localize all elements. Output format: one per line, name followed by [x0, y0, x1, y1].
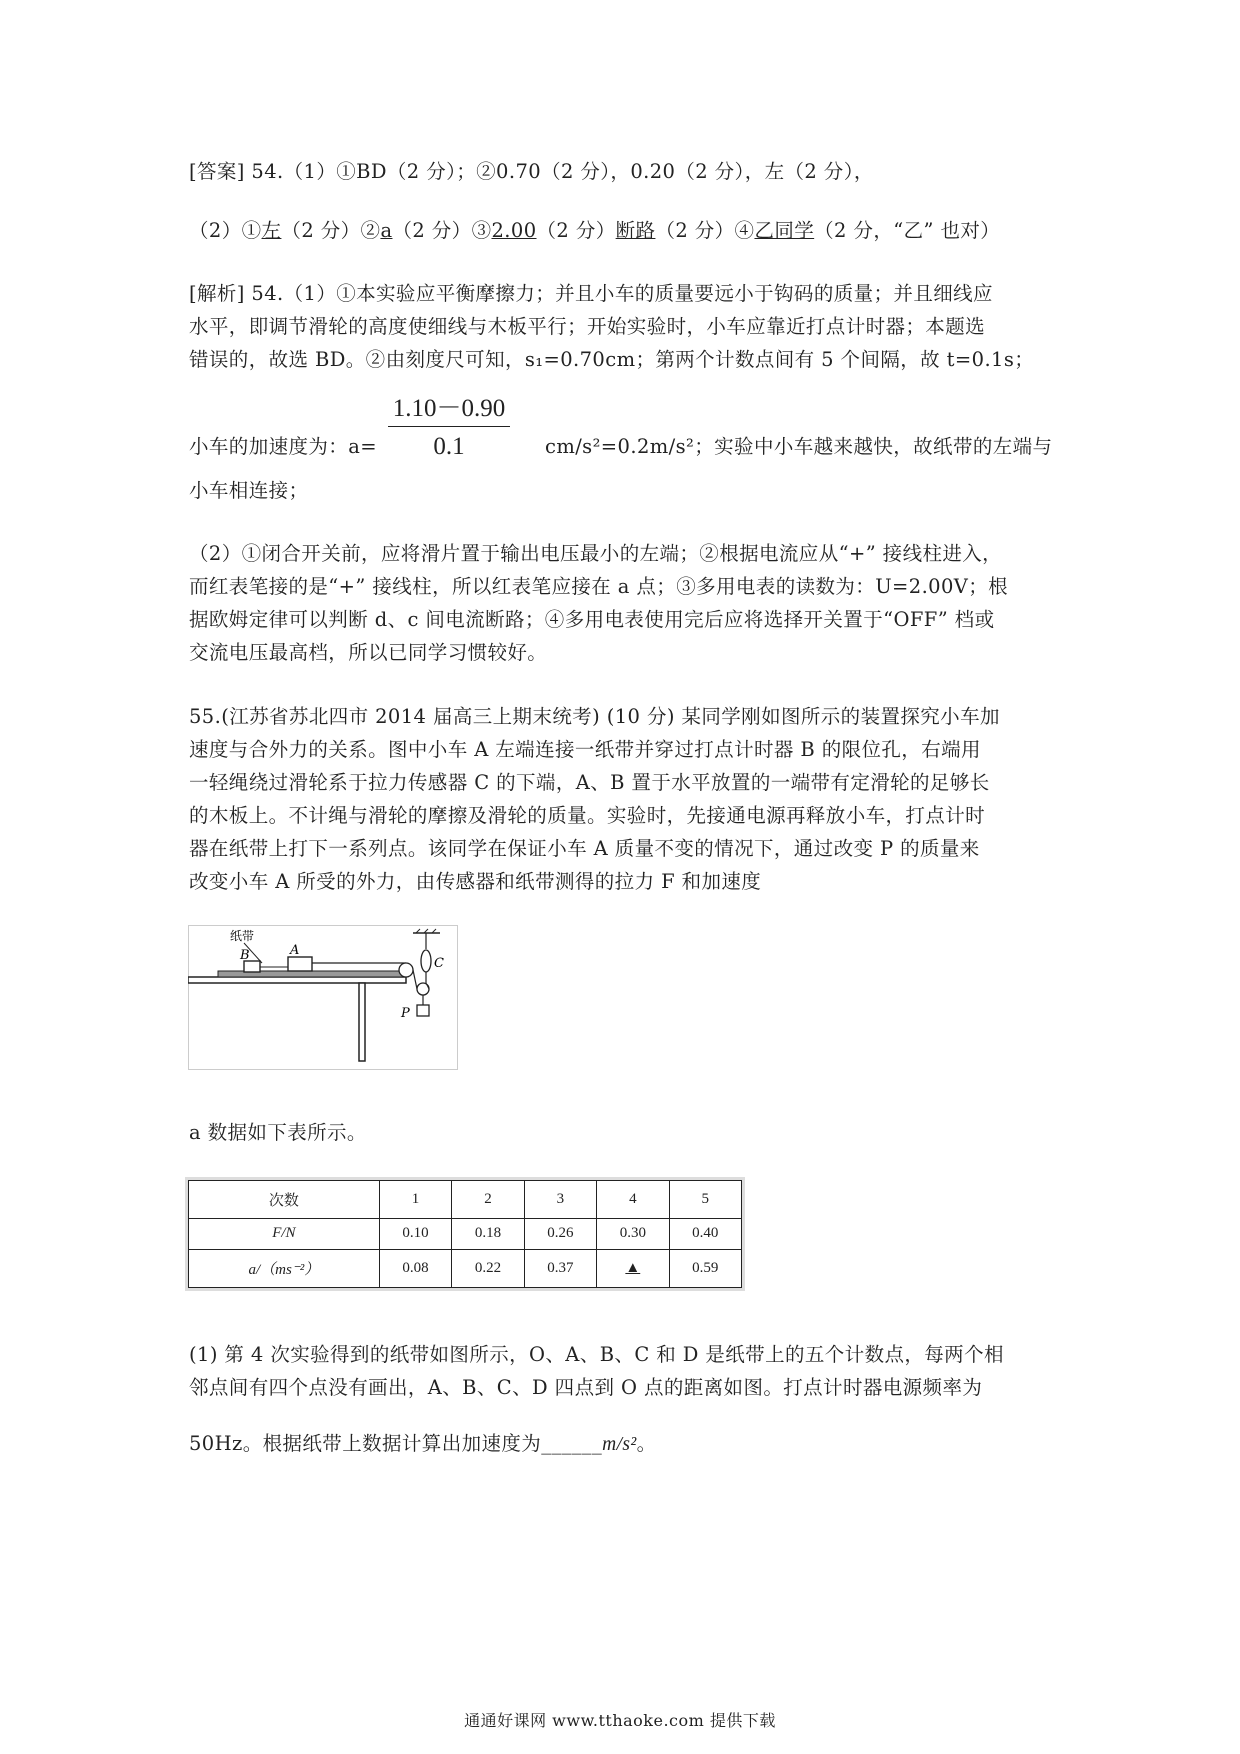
- table-row: [189, 1250, 742, 1288]
- table-cell: 0.40: [669, 1218, 741, 1249]
- question-line: 改变小车 A 所受的外力，由传感器和纸带测得的拉力 F 和加速度: [189, 870, 762, 893]
- answer-underlined: 乙同学: [754, 219, 815, 242]
- subquestion-last-line: [189, 1428, 657, 1456]
- answer-part: （2 分，“乙” 也对）: [814, 219, 1001, 242]
- table-header-row: [189, 1181, 742, 1219]
- analysis-line: 错误的，故选 BD。②由刻度尺可知，s₁=0.70cm；第两个计数点间有 5 个间隔，故 t=0.1s；: [189, 348, 1035, 371]
- data-table: [188, 1180, 742, 1288]
- figure-label-A: A: [290, 943, 300, 958]
- answer-blank: ______: [541, 1432, 603, 1455]
- question-line: 速度与合外力的关系。图中小车 A 左端连接一纸带并穿过打点计时器 B 的限位孔，右端用: [189, 738, 981, 761]
- table-intro: a 数据如下表所示。: [189, 1121, 367, 1144]
- subquestion-line: 邻点间有四个点没有画出，A、B、C、D 四点到 O 点的距离如图。打点计时器电源频率为: [189, 1376, 983, 1399]
- acceleration-line-2: 小车相连接；: [189, 479, 309, 502]
- table-cell: 0.22: [452, 1250, 524, 1288]
- analysis-part2-line: 而红表笔接的是“+” 接线柱，所以红表笔应接在 a 点；③多用电表的读数为：U=2.00V；根: [189, 575, 1009, 598]
- table-cell: 5: [669, 1181, 741, 1219]
- question-line: 一轻绳绕过滑轮系于拉力传感器 C 的下端，A、B 置于水平放置的一端带有定滑轮的足够长: [189, 771, 990, 794]
- figure-label-P: P: [401, 1006, 410, 1021]
- subquestion-end: 。: [636, 1432, 657, 1455]
- figure-label-C: C: [434, 956, 444, 971]
- answer-part: （2 分）④: [655, 219, 755, 242]
- analysis-part2-line: 据欧姆定律可以判断 d、c 间电流断路；④多用电表使用完后应将选择开关置于“OFF” 档或: [189, 608, 995, 631]
- analysis-part2-line: （2）①闭合开关前，应将滑片置于输出电压最小的左端；②根据电流应从“+” 接线柱进入，: [189, 542, 1003, 565]
- table-cell: 0.59: [669, 1250, 741, 1288]
- answer-part: （2）①: [189, 219, 262, 242]
- figure-label-B: B: [240, 948, 250, 963]
- table-cell: F/N: [189, 1218, 380, 1249]
- question-line: 的木板上。不计绳与滑轮的摩擦及滑轮的质量。实验时，先接通电源再释放小车，打点计时: [189, 804, 986, 827]
- answer-line-1: [答案] 54.（1）①BD（2 分）；②0.70（2 分），0.20（2 分），左（2 分），: [189, 160, 874, 183]
- answer-part: （2 分）③: [392, 219, 492, 242]
- analysis-line: 水平，即调节滑轮的高度使细线与木板平行；开始实验时，小车应靠近打点计时器；本题选: [189, 315, 986, 338]
- unit-label: m/s²: [602, 1434, 637, 1455]
- answer-line-2: [189, 215, 1000, 243]
- table-cell: 次数: [189, 1181, 380, 1219]
- table-cell: ▲: [597, 1250, 669, 1288]
- table-cell: a/（ms⁻²）: [189, 1250, 380, 1288]
- acceleration-fraction: [388, 388, 510, 461]
- table-row: [189, 1218, 742, 1249]
- table-cell: 0.30: [597, 1218, 669, 1249]
- analysis-line: [解析] 54.（1）①本实验应平衡摩擦力；并且小车的质量要远小于钩码的质量；并且细线应: [189, 282, 993, 305]
- answer-underlined: 左: [261, 219, 282, 242]
- question-line: 55.(江苏省苏北四市 2014 届高三上期末统考) (10 分) 某同学刚如图所示的装置探究小车加: [189, 705, 1000, 728]
- table-cell: 0.26: [524, 1218, 596, 1249]
- answer-underlined: 断路: [615, 219, 656, 242]
- subquestion-prefix: 50Hz。根据纸带上数据计算出加速度为: [189, 1432, 542, 1455]
- acceleration-line-prefix: 小车的加速度为：a=: [189, 435, 377, 458]
- answer-part: （2 分）②: [281, 219, 381, 242]
- table-cell: 0.18: [452, 1218, 524, 1249]
- figure-label-tape: 纸带: [230, 929, 255, 943]
- acceleration-line-suffix: cm/s²=0.2m/s²；实验中小车越来越快，故纸带的左端与: [545, 435, 1053, 458]
- answer-underlined: a: [380, 219, 393, 242]
- table-cell: 0.37: [524, 1250, 596, 1288]
- table-cell: 3: [524, 1181, 596, 1219]
- page-footer: 通通好课网 www.tthaoke.com 提供下载: [464, 1711, 776, 1730]
- table-cell: 0.08: [379, 1250, 451, 1288]
- fraction-denominator: 0.1: [433, 433, 465, 460]
- analysis-part2-line: 交流电压最高档，所以已同学习惯较好。: [189, 641, 548, 664]
- apparatus-figure: [188, 925, 458, 1070]
- answer-part: （2 分）: [536, 219, 616, 242]
- table-cell: 4: [597, 1181, 669, 1219]
- subquestion-line: (1) 第 4 次实验得到的纸带如图所示，O、A、B、C 和 D 是纸带上的五个计数点，每两个相: [189, 1343, 1004, 1366]
- table-cell: 0.10: [379, 1218, 451, 1249]
- table-cell: 2: [452, 1181, 524, 1219]
- question-line: 器在纸带上打下一系列点。该同学在保证小车 A 质量不变的情况下，通过改变 P 的质量来: [189, 837, 980, 860]
- answer-underlined: 2.00: [491, 219, 537, 242]
- table-cell: 1: [379, 1181, 451, 1219]
- fraction-numerator: 1.10－0.90: [388, 388, 510, 427]
